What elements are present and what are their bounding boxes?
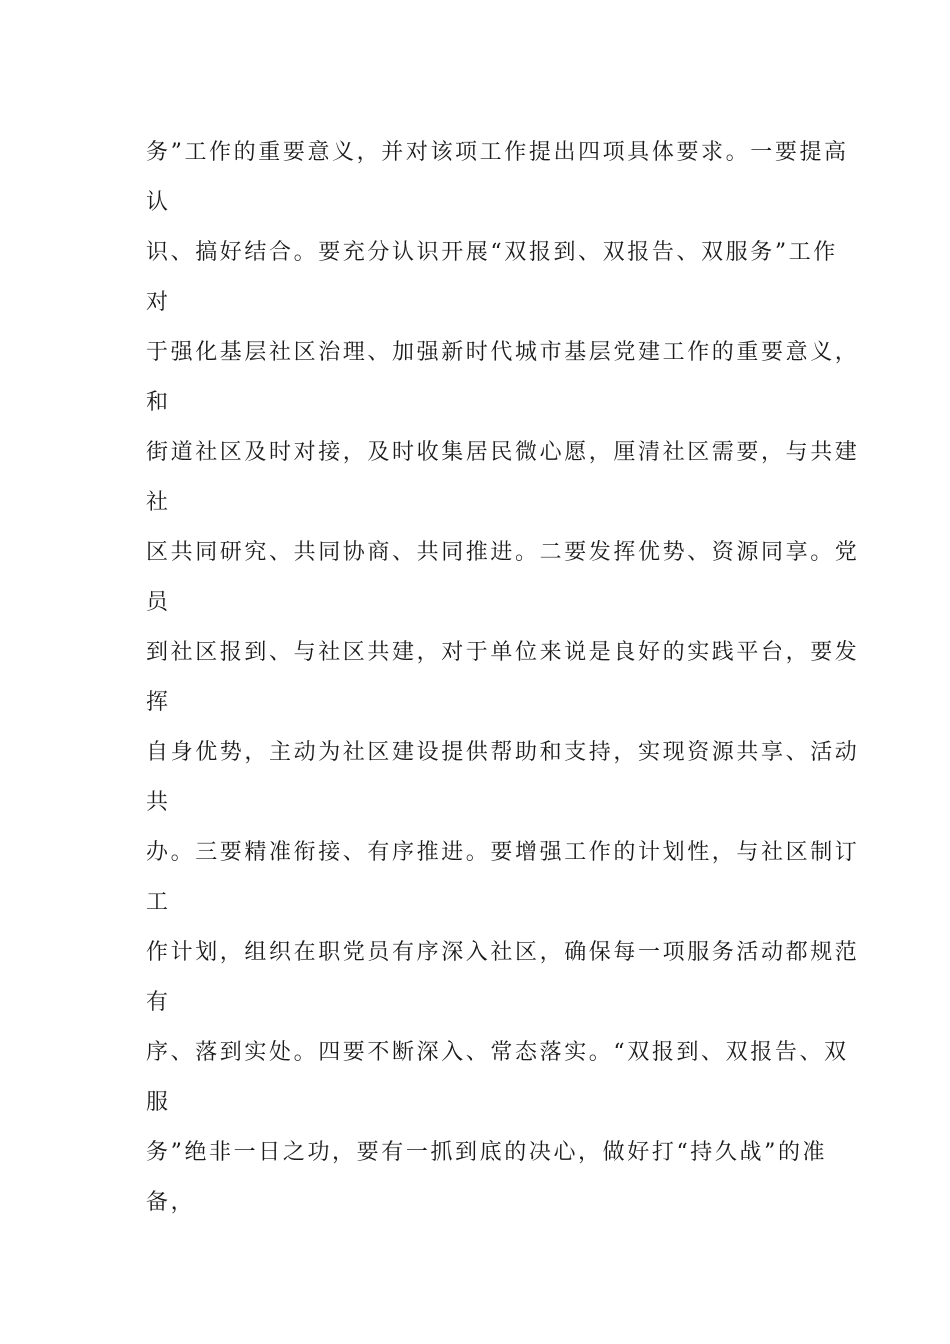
text-line: 工: [146, 890, 171, 915]
text-line: 员: [146, 590, 171, 615]
text-line: 街道社区及时对接，及时收集居民微心愿，厘清社区需要，与共建: [146, 440, 860, 465]
text-line: 序、落到实处。四要不断深入、常态落实。“双报到、双报告、双: [146, 1040, 849, 1065]
text-line: 到社区报到、与社区共建，对于单位来说是良好的实践平台，要发: [146, 640, 860, 665]
text-line: 共: [146, 790, 171, 815]
text-line: 区共同研究、共同协商、共同推进。二要发挥优势、资源同享。党: [146, 540, 860, 565]
text-line: 服: [146, 1090, 171, 1115]
text-line: 务”工作的重要意义，并对该项工作提出四项具体要求。一要提高: [146, 140, 849, 165]
text-line: 备，: [146, 1190, 196, 1215]
text-line: 作计划，组织在职党员有序深入社区，确保每一项服务活动都规范: [146, 940, 860, 965]
text-line: 认: [146, 190, 171, 215]
body-text: [146, 133, 860, 1233]
text-line: 于强化基层社区治理、加强新时代城市基层党建工作的重要意义，: [146, 340, 860, 365]
text-line: 对: [146, 290, 171, 315]
text-line: 务”绝非一日之功，要有一抓到底的决心，做好打“持久战”的准: [146, 1140, 828, 1165]
text-line: 挥: [146, 690, 171, 715]
text-line: 识、搞好结合。要充分认识开展“双报到、双报告、双服务”工作: [146, 240, 838, 265]
text-line: 自身优势，主动为社区建设提供帮助和支持，实现资源共享、活动: [146, 740, 860, 765]
text-line: 社: [146, 490, 171, 515]
text-line: 办。三要精准衔接、有序推进。要增强工作的计划性，与社区制订: [146, 840, 860, 865]
text-line: 和: [146, 390, 171, 415]
text-line: 有: [146, 990, 171, 1015]
